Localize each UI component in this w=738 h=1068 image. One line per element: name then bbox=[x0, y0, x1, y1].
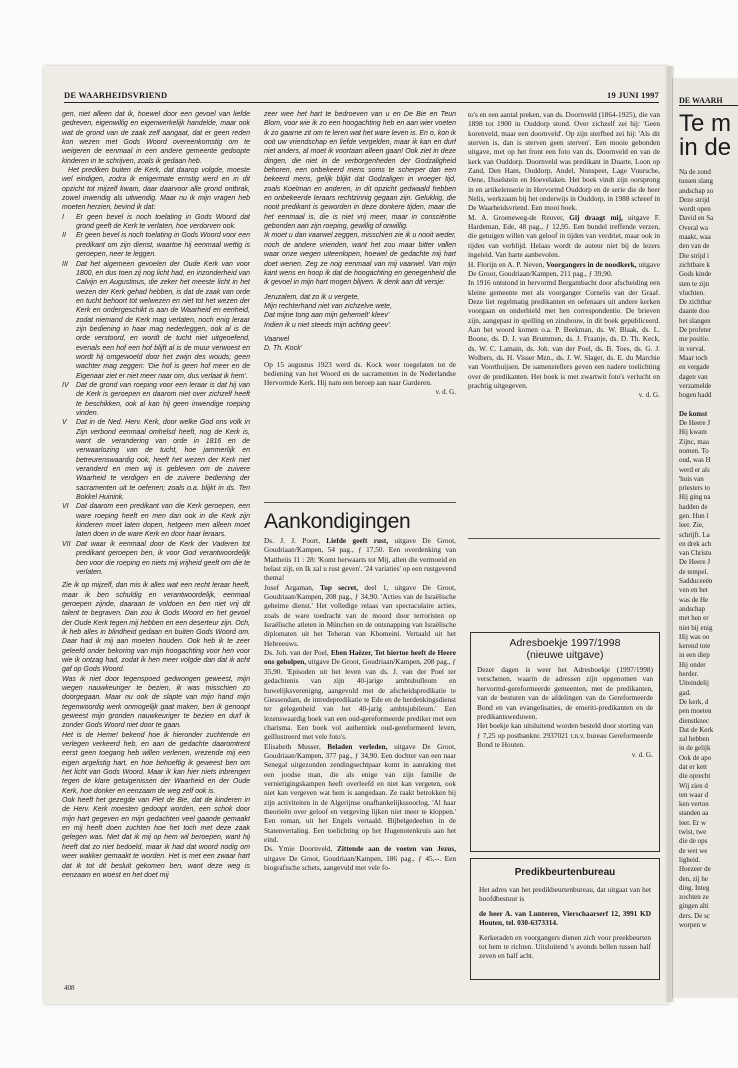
list-text: Er geen bevel is noch toelating in Gods Woord dat grond geeft de Kerk te verlaten, hoe verdorven ook. bbox=[76, 213, 250, 231]
announcement-entry: to's en een aantal preken, van ds. Doornveld (1864-1925), die van 1898 tot 1900 in Ouddorp stond. Over zichzelf zei hij: 'Geen korenveld, maar een doornveld'. Op zijn sterfbed zei hij: 'Als dit sterven is, dan is sterven geen sterven'. Een mooie gebonden uitgave, met op het front een foto van ds. Doornveld en van de kerk van Ouddorp. Doornveld was predikant in Duarte, Loon op Zand, Den Ham, Ouddorp, Andel, Nunspeet, Lage Vuursche, Oene, IJsselstein en Hoevelaken. Het boek vindt zijn oorsprong in en artikelenserie in Hervormd Ouddorp en de serie die de heer Nelis, werkzaam bij het onderwijs in Ouddorp, in 1988 schreef in De Waarheidsvriend. Een mooi boek. bbox=[468, 110, 660, 213]
list-text: Dat waar ik eenmaal door de Kerk der Vaderen tot predikant geroepen ben, ik voor God verantwoordelijk ben voor die roeping en niets mij vrijheid geeft om die te verlaten. bbox=[76, 540, 250, 576]
column-line-fragment: worpen w bbox=[679, 921, 707, 930]
column-line-fragment: Ook de apo bbox=[679, 753, 712, 762]
letter-closing: Vaarwel bbox=[264, 335, 290, 343]
entry-author: Elisabeth Musser, bbox=[264, 741, 328, 751]
column-line-fragment: bogen hadd bbox=[679, 391, 712, 400]
list-text: Er geen bevel is noch toelating in Gods Woord voor een predikant om zijn dienst, waartoe hij eenmaal wettig is geroepen, neer te leggen. bbox=[76, 232, 250, 259]
title-line: in de bbox=[679, 134, 732, 161]
list-number: VI bbox=[62, 503, 69, 511]
column-line-fragment: zochten ze bbox=[679, 893, 709, 902]
verse-line: Indien ik u niet steeds mijn achting geev'. bbox=[264, 321, 392, 329]
column-line-fragment: gen. Hun l bbox=[679, 511, 709, 520]
list-number: V bbox=[62, 419, 67, 427]
announcements bbox=[264, 536, 456, 976]
verse-line: Jeruzalem, dat zo ik u vergete, bbox=[264, 293, 360, 301]
column-line-fragment: Hij ging na bbox=[679, 493, 711, 502]
box-paragraph: Het adres van het predikbeurtenbureau, dat uitgaat van het hoofdbestuur is bbox=[479, 885, 651, 904]
column-line-fragment: Hij onder bbox=[679, 660, 706, 669]
box-paragraph: Dezer dagen is weer het Adresboekje (1997/1998) verschenen, waarin de adressen zijn opgenomen van hervormd-gereformeerde gemeenten, met de predikanten, van de besturen van de afdelingen van de Gereformeerde Bond en van evangelisaties, de emeriti-predikanten en de predikantsweduwen. bbox=[477, 665, 653, 722]
letter-paragraph: zeer wee het hart te bedroeven van u en De Bie en Teun Blom, voor wie ik zo een hoogachting heb en aan wier voeten ik zo gaarne zit om te leren wat het ware leven is. En o, kon ik ooit uw vriendschap en liefde vergelden, maar ik kan en durf niet anders, al moet ik voortaan alleen gaan! Ook ziet in deze dingen, die niet in de verborgenheden der Godzaligheid behoren, een onbekeerd mens soms te scherper dan een bekeerd mens, gelijk blijkt dat Godzaligen in vroeger tijd, zoals Koelman en anderen, in dit opzicht gedwaald hebben en onbekeerde leraars rechtzinnig gegaan zijn. Gelukkig, die nooit predikant is geworden in deze donkere tijden, maar die het eenmaal is, die is niet vrij meer, maar in consciëntie gebonden aan zijn roeping, gewillig of onwillig. bbox=[264, 111, 456, 231]
entry-author: Ds. Joh. van der Poel, bbox=[264, 648, 331, 658]
column-line-fragment: nomen. To bbox=[679, 446, 709, 455]
predikbeurtenbureau-box bbox=[470, 858, 660, 980]
next-page-fragment bbox=[672, 78, 738, 998]
column-line-fragment: in een diep bbox=[679, 651, 710, 660]
column-line-fragment: maakt, waa bbox=[679, 233, 711, 242]
column-line-fragment: Deze strijd bbox=[679, 195, 710, 204]
column-line-fragment: daante doo bbox=[679, 307, 710, 316]
column-line-fragment: pen moeten bbox=[679, 707, 712, 716]
announcement-entry bbox=[264, 742, 456, 845]
column-line-fragment: Dat de Kerk bbox=[679, 725, 714, 734]
entry-author: Josef Argaman, bbox=[264, 582, 320, 592]
list-item bbox=[62, 260, 250, 381]
column-line-fragment: ten waar d bbox=[679, 790, 709, 799]
section-title: Aankondigingen bbox=[264, 510, 411, 533]
list-number: III bbox=[62, 260, 68, 268]
author-initials: v. d. G. bbox=[638, 390, 660, 400]
entry-text: uitgave F. Hardeman, Ede, 48 pag., ƒ 12,95. Een bundel treffende verzen, die getuigen willen van geloof in tijden van verdriet, maar ook in tijden van verblijd. Helaas wordt de auteur niet bij de lezers ingeleid. Van harte aanbevolen. bbox=[468, 212, 660, 260]
column-line-fragment: met hen er bbox=[679, 614, 709, 623]
box-body bbox=[471, 879, 659, 961]
list-text: Dat daarom een predikant van die Kerk geroepen, een ware roeping heeft en men dan ook in die Kerk zijn kinderen moet laten dopen, hetgeen men alleen moet laten doen in de ware Kerk en door haar leraars. bbox=[76, 503, 250, 539]
entry-text: uitgave De Groot, Goudriaan/Kampen, 186 pag., ƒ 45,--. Een biografische schets, aangevuld met vele fo- bbox=[264, 853, 456, 873]
box-body bbox=[471, 661, 659, 759]
column-line-fragment: Hij kwam bbox=[679, 428, 707, 437]
column-line-fragment: tussen slang bbox=[679, 177, 714, 186]
list-text: Dat in de Ned. Herv. Kerk, door welke God ons volk in Zijn verbond eenmaal omhelsd heeft, nog de Kerk is, want de verandering van orde in 1816 en de verwaarlozing van de tucht, hoe jammerlijk en betreurenswaardig ook, heeft het wezen der Kerk niet veranderd en men wij is gebleven om de zuivere Waarheid te verdigen en de zuivere bediening der sacramenten uit te oefenen; zoals o.a. blijkt in ds. Ten Bokkel Huinink. bbox=[76, 419, 250, 502]
page-number: 408 bbox=[64, 984, 75, 992]
column-line-fragment: Zijnc, maa bbox=[679, 437, 709, 446]
column-line-fragment: Hoezeer de bbox=[679, 865, 711, 874]
verse bbox=[264, 293, 456, 330]
column-line-fragment: andschap bbox=[679, 604, 706, 613]
column-line-fragment: 'huis van bbox=[679, 474, 704, 483]
list-number: IV bbox=[62, 381, 69, 389]
column-line-fragment bbox=[679, 400, 738, 409]
column-line-fragment: oud, was H bbox=[679, 456, 711, 465]
column-line-fragment: Gods kinde bbox=[679, 270, 712, 279]
box-title: Adresboekje 1997/1998 bbox=[509, 637, 621, 649]
column-line-fragment: herder. bbox=[679, 670, 699, 679]
verse-line: Mijn rechterhand niet van zichzelve wete, bbox=[264, 302, 393, 310]
newspaper-page bbox=[44, 66, 669, 1004]
announcement-entry bbox=[264, 583, 456, 648]
column-line-fragment: de wet we bbox=[679, 846, 708, 855]
column-line-fragment: zichtbare k bbox=[679, 260, 710, 269]
column-line-fragment: Maar toch bbox=[679, 353, 708, 362]
adresboekje-box bbox=[470, 632, 660, 852]
column-line-fragment: zal hebben bbox=[679, 735, 710, 744]
list-item bbox=[62, 213, 250, 232]
column-line-fragment: kerend tote bbox=[679, 642, 711, 651]
author-initials: v. d. G. bbox=[435, 387, 456, 396]
column-line-fragment: in de gelijk bbox=[679, 744, 711, 753]
entry-title: Top secret, bbox=[320, 582, 359, 592]
column-line-fragment: leer. Er w bbox=[679, 818, 707, 827]
entry-title: Voorgangers in de noodkerk, bbox=[546, 259, 637, 269]
entry-title: Beladen verleden, bbox=[327, 741, 388, 751]
column-line-fragment: werd er als bbox=[679, 465, 710, 474]
column-line-fragment: de tempel. bbox=[679, 567, 709, 576]
column-line-fragment: De komst bbox=[679, 409, 708, 418]
letter-column-1 bbox=[62, 110, 250, 978]
announcement-entry bbox=[264, 844, 456, 872]
column-line-fragment: die oprecht bbox=[679, 772, 711, 781]
entry-title: Zittende aan de voeten van Jezus, bbox=[337, 844, 456, 854]
column-line-fragment: was de He bbox=[679, 595, 709, 604]
next-page-masthead: DE WAARH bbox=[679, 96, 738, 106]
entry-author: H. Florijn en A. P. Neven, bbox=[468, 259, 547, 269]
column-line-fragment: gad. bbox=[679, 688, 691, 697]
verse-line: Dat mijne tong aan mijn gehemelt' kleev' bbox=[264, 312, 390, 320]
title-line: Te m bbox=[679, 110, 732, 137]
column-line-fragment: verzamelde bbox=[679, 381, 712, 390]
column-line-fragment: hadden de bbox=[679, 502, 708, 511]
column-line-fragment: Uiteindelij bbox=[679, 679, 709, 688]
column-line-fragment: Die strijd i bbox=[679, 251, 709, 260]
list-item bbox=[62, 418, 250, 502]
column-line-fragment: ligheid. bbox=[679, 855, 701, 864]
list-number: II bbox=[62, 232, 66, 240]
column-line-fragment: me positie. bbox=[679, 335, 710, 344]
entry-text: uitgave De Groot, Goudriaan/Kampen, 54 pag., ƒ 17,50. Een overdenking van Mattheüs 11 : 28: 'Komt herwaarts tot Mij, allen die vermoeid en belast zijt, en Ik zal u rust geven'. '24 variaties' op een rustgevend thema! bbox=[264, 536, 456, 583]
column-line-fragment: Na de zond bbox=[679, 168, 711, 176]
entry-text: uitgave De Groot, Goudriaan/Kampen, 377 pag., ƒ 34,90. Een dochter van een naar Senegal uitgezonden zendingsechtpaar komt in aanraking met een joodse man, die als enige van zijn familie de vernietigingskampen heeft overleefd en niet kan vergeten, ook niet kan vergeven wat hem is aangedaan. Ze raakt betrokken bij zijn activiteiten in de Algerijnse onafhankelijkssoorlog. 'Al haar theorieën over geloof en vergeving lijken niet meer te kloppen.' Een roman, uit het Engels vertaald. Bijbelgedeelten in de Statenvertaling. Een toelichting op het Hugenotenkruis aan het eind. bbox=[264, 741, 456, 844]
masthead: DE WAARHEIDSVRIEND bbox=[64, 90, 168, 100]
column-line-fragment: gingen alti bbox=[679, 902, 709, 911]
column-line-fragment: het slangen bbox=[679, 316, 711, 325]
list-text: Dat de grond van roeping voor een leraar is dat hij van de Kerk is geroepen en daarom niet over zichzelf heeft te beschikken, ook al kan hij geen inwendige roeping vinden. bbox=[76, 381, 250, 417]
announcement-entry: In 1916 ontstond in hervormd Bergambacht door afscheiding een kleine gemeente met als voorganger Cornelis van der Graaf. Deze liet regelmatig predikanten en oefenaars uit andere kerken voorgaan en onderhield met hen correspondentie. De brieven zijn, aangepast in spelling en zinsbouw, in dit boek gepubliceerd. Aan het woord komen o.a. P. Beekman, ds. W. Blaak, ds. L. Boone, ds. D. J. van Brummen, ds. J. Fraanje, ds. D. Th. Keck, ds. W. C. Lamain, ds. Joh. van der Poel, ds. B. Toes, ds. G. J. Wolbers, ds. H. Visser Mzn., ds. J. W. Slager, ds. E. du Marchie van Voorthuijsen. De samenstellers geven een nadere toelichting over de predikanten. Het boek is met zwartwit foto's verlucht en prachtig uitgegeven. bbox=[468, 278, 660, 390]
author-initials: v. d. G. bbox=[631, 749, 653, 759]
section-divider bbox=[264, 502, 456, 503]
column-line-fragment: dienstknec bbox=[679, 716, 709, 725]
column-line-fragment: dat er kett bbox=[679, 763, 707, 771]
column-line-fragment: Overal wa bbox=[679, 223, 708, 232]
column-line-fragment: Hij was oo bbox=[679, 632, 710, 641]
column-line-fragment: Wij zien d bbox=[679, 781, 708, 790]
announcement-entry bbox=[468, 260, 660, 279]
next-page-column bbox=[679, 168, 738, 930]
column-line-fragment: priesters to bbox=[679, 484, 710, 493]
column-line-fragment: leer. Zie, bbox=[679, 521, 704, 530]
column-line-fragment: ven en het bbox=[679, 586, 708, 595]
editor-note: Op 15 augustus 1923 werd ds. Kock weer toegelaten tot de bediening van het Woord en de sacramenten in de Nederlandse Hervormde Kerk. Hij nam een beroep aan naar Garderen. bbox=[264, 359, 456, 388]
column-line-fragment: standen aa bbox=[679, 809, 709, 818]
list-item bbox=[62, 502, 250, 539]
entry-title: Eben Haëzer, Tot hiertoe heeft de Heere ons geholpen, bbox=[264, 648, 456, 667]
page-header bbox=[64, 90, 659, 103]
column-line-fragment: den, zij he bbox=[679, 874, 708, 883]
letter-paragraph: Was ik niet door tegenspoed gedwongen geweest, mijn wegen nauwkeuriger te bezien, ik was misschien zo doorgegaan. Maar nu ook de slapte van mijn hand mijn tegenwoordig werk onmogelijk gaat maken, ben ik genoopt geweest mijn gronden nauwkeuriger te bezien en durf ik zonder Gods Woord niet door te gaan. bbox=[62, 675, 250, 730]
list-text: Dat het algemeen gevoelen der Oude Kerk van voor 1800, en dus toen zij nog licht had, en inzonderheid van Calvijn en Augustinus, die zeker het meeste licht in het wezen der Kerk gehad hebben, is dat de zaak van orde en tucht behoort tot welwezen en niet tot het wezen der Kerk en ondergeschikt is aan de Waarheid en eenheid, zodat niemand de Kerk mag verlaten, noch enig leraar zijn bediening in haar mag nederleggen, ook al is de orde verstoord, en wordt de tucht niet uitgeoefend, evenals een hof een hof blijft al is de muur verwoest en wordt hij omgewoeld door het zwijn des wouds; geen wachter mag zeggen: 'Die hof is geen hof meer en de Eigenaar ziet er niet meer naar om, dus verlaat ik hem'. bbox=[76, 260, 250, 380]
column-line-fragment: vluchten. bbox=[679, 288, 705, 297]
column-line-fragment: schrijft. La bbox=[679, 530, 710, 539]
entry-text: uitgave De Groot, Goudriaan/Kampen, 208 pag., ƒ 35,90. 'Episoden uit het leven van ds. J. van der Poel ter gedachtenis van zijn 40-jarige ambtsbulleum en huwelijksverenigng, aangevuld met de afscheidspredikatie te Giessendam, de intredepredikatie te Ede en de herdenkingsdienst ter gelegenheid van het 40-jarig ambtsjubileum.' Een lezenswaardig boek van een oud-gereformeerde prediker met een charisma. Een boek vol authentiek oud-gereformeerd leven, geïllustreerd met vele foto's. bbox=[264, 657, 456, 742]
column-line-fragment: De Heere J bbox=[679, 419, 711, 428]
list-number: I bbox=[62, 213, 64, 221]
column-line-fragment: en vergade bbox=[679, 363, 710, 372]
column-line-fragment: De profeter bbox=[679, 326, 712, 335]
column-line-fragment: die de ops bbox=[679, 837, 708, 846]
column-line-fragment: en drek ach bbox=[679, 539, 712, 548]
entry-author: Ds. Ymie Doornveld, bbox=[264, 844, 338, 854]
column-line-fragment: niet bij enig bbox=[679, 623, 713, 632]
column-line-fragment: David en Sa bbox=[679, 214, 714, 223]
letter-paragraph: Het is de Heme! bekend hoe ik hieronder zuchtende en verlegen verkeerd heb, en aan de gedachte daaromtrent eerst geen toegang heb willen verlenen, vrezende mij een eigen argelistig hart, en hoe behoeftig ik geweest ben om het licht van Gods Woord. Maar ik kan hier niets inbrengen tegen de klare getuigenissen der Waarheid en der Oude Kerk, hoe donker en eenzaam de weg zelf ook is. bbox=[62, 731, 250, 795]
entry-text: uitgave De Groot, Goudriaan/Kampen, 211 pag., ƒ 39,90. bbox=[468, 259, 660, 278]
entry-author: Ds. J. J. Poort, bbox=[264, 536, 327, 545]
column-line-fragment: in verval. bbox=[679, 344, 706, 353]
entry-author: M. A. Groeneweg-de Reuver, bbox=[468, 212, 570, 222]
letter-paragraph: Zie ik op mijzelf, dan mis ik alles wat een recht leraar heeft, maar ik ben schuldig en verantwoordelijk, eenmaal geroepen zijnde, daaraan te voldoen en ben niet vrij dit talent te begraven. Dan zou ik Gods Woord en het gevoel der Oude Kerk tegen mij hebben en een deserteur zijn. Och, ik heb alles in blindheid gedaan en buiten Gods Woord om. Daar had ik mij aan moeten houden. Ook heb ik te zeer geleefd onder bekoring van mijn hoogachting voor hen voor wie ik ontzag had, zodat ik hen meer volgde dan dat ik acht gaf op Gods Woord. bbox=[62, 582, 250, 674]
entry-title: Liefde geeft rust, bbox=[326, 536, 389, 545]
letter-signature: D. Th. Kock' bbox=[264, 345, 302, 353]
list-item bbox=[62, 381, 250, 418]
column-line-fragment: De kerk, d bbox=[679, 697, 709, 706]
column-line-fragment: den van de bbox=[679, 242, 710, 251]
column-line-fragment: twist, twe bbox=[679, 828, 707, 837]
letter-column-2 bbox=[264, 110, 456, 498]
column-line-fragment: ding. Integ bbox=[679, 883, 710, 892]
box-subtitle: (nieuwe uitgave) bbox=[526, 649, 604, 661]
section-divider bbox=[468, 538, 660, 539]
announcement-entry bbox=[264, 536, 456, 583]
box-paragraph: Het boekje kan uitsluitend worden besteld door storting van ƒ 7,25 op postbanknr. 2937021 t.n.v. bureau Gereformeerde Bond te Houten. bbox=[477, 721, 653, 750]
issue-date: 19 JUNI 1997 bbox=[607, 90, 659, 100]
announcement-entry bbox=[468, 213, 660, 260]
column-line-fragment: Sadduceeën bbox=[679, 577, 713, 586]
column-line-fragment: van Christu bbox=[679, 549, 712, 558]
column-line-fragment: De zichtbar bbox=[679, 298, 712, 307]
entry-text: deel 1, uitgave De Groot, Goudriaan/Kampen, 208 pag., ƒ 34,90. 'Acties van de Israëlische geheime dienst.' Het volledige relaas van spectaculaire acties, zoals de ware toedracht van de moord door terroristen op Israëlische atleten in München en de ontsnapping van Israëlische diplomaten uit het Teheran van Khomeini. Vertaald uit het Hebreeuws. bbox=[264, 582, 456, 648]
column-line-fragment: sten te zijn bbox=[679, 279, 710, 288]
column-line-fragment: De Heere J bbox=[679, 558, 711, 567]
column-line-fragment: wordt open bbox=[679, 205, 711, 214]
letter-paragraph: Ik moet u dan vaarwel zeggen, misschien zie ik u nooit weder, noch de andere vrienden, want het zou maar bitter vallen waar onze wegen uiteenlopen, hoewel de gedachte mij hart doet wenen. Zeg ze nog eenmaal van mij vaarwel. Van mijn kant wens en hoop ik dat de hoogachting en genegenheid die ik gevoel in mijn hart mogen blijven. Ik denk aan dit versje: bbox=[264, 232, 456, 287]
letter-paragraph: Het prediken buiten de Kerk, dat daarop volgde, moeste wel eindigen, zodra ik enigermate ernstig werd en in dit opzicht tot mijzelf kwam, daar daarvoor alle grond ontbrak, zowel inwendig als uitwendig. Maar nu ik mijn vragen heb moeten herzien, bevind ik dat: bbox=[62, 167, 250, 212]
announcement-entry bbox=[264, 648, 456, 741]
column-line-fragment: andschap zo bbox=[679, 186, 714, 195]
column-line-fragment: dagen van bbox=[679, 372, 708, 381]
column-line-fragment: ken verton bbox=[679, 800, 709, 809]
entry-title: Gij draagt mij, bbox=[569, 212, 623, 222]
list-item bbox=[62, 540, 250, 577]
box-paragraph: Kerkeraden en voorgangers dienen zich voor preekbeurten tot hem te richten. Uitsluitend 's avonds bellen tussen half zeven en half acht. bbox=[479, 932, 651, 961]
column-line-fragment: ders. De sc bbox=[679, 911, 710, 920]
box-address: de heer A. van Lunteren, Vierschaarserf 12, 3991 KD Houten, tel. 030-6373314. bbox=[479, 908, 651, 928]
next-page-title bbox=[679, 112, 731, 160]
box-title: Predikbeurtenbureau bbox=[514, 867, 616, 878]
letter-paragraph: gen, niet alleen dat ik, hoewel door een gevoel van liefde gedreven, eigenwillig en eigenwerkelijk handelde, maar ook wat de grond van de zaak zelf aangaat, dat er geen reden kon wezen met Gods Woord overeenkomstig om te weigeren de eenmaal in een andere gemeente gedoopte kinderen in te schrijven, zoals ik gedaan heb. bbox=[62, 111, 250, 165]
list-number: VII bbox=[62, 540, 71, 548]
list-item bbox=[62, 231, 250, 259]
letter-paragraph: Ook heeft het gezegde van Piet de Bie, dat de kinderen in de Herv. Kerk moesten gedoopt worden, een schok door mijn hart gegeven en mijn gedachten veel gaande gemaakt en mij heeft doen zuchten hoe het toch met deze zaak gelegen was. Niet dat ik mij op hem wil beroepen, want hij heeft dat zo niet bedoeld, maar ik had dat woord nodig om weer wakker gemaakt te worden. Het is met een zwaar hart dat ik tot dit besluit gekomen ben, want deze weg is eenzaam en woest en het doet mij bbox=[62, 797, 250, 879]
announcements-continued bbox=[468, 110, 660, 530]
